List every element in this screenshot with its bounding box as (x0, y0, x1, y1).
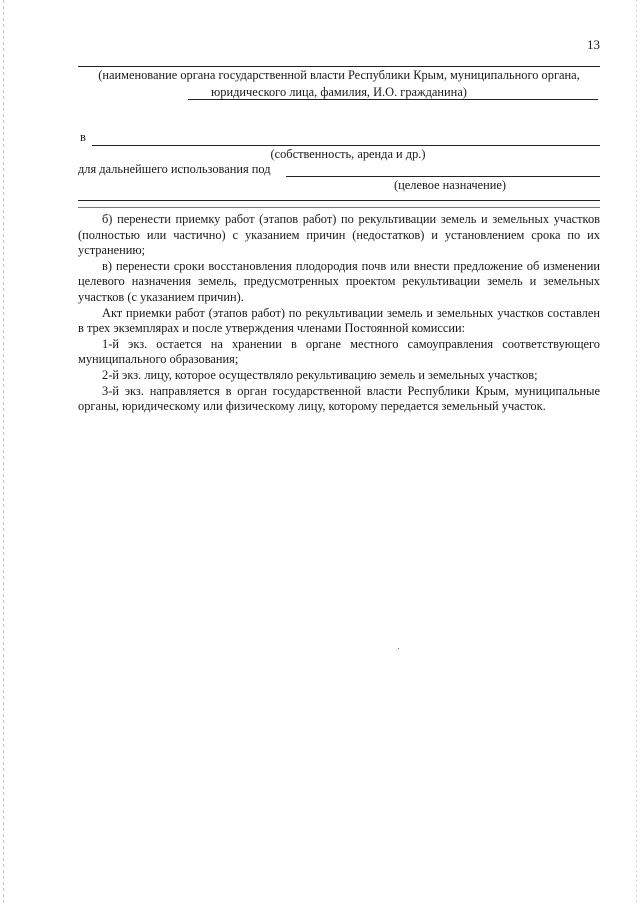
paragraph-act: Акт приемки работ (этапов работ) по рекультивации земель и земельных участков составлен в трех экземплярах и после утверждения членами Постоянной комиссии: (78, 305, 600, 336)
ownership-caption: (собственность, аренда и др.) (270, 147, 426, 161)
scan-right-edge (636, 0, 637, 905)
paragraph-copy-2: 2-й экз. лицу, которое осуществляло рекультивацию земель и земельных участков; (102, 367, 538, 382)
page-number: 13 (587, 37, 600, 52)
authority-caption-line2: юридического лица, фамилия, И.О. гражданина) (211, 85, 467, 99)
section-rule-2 (78, 207, 600, 208)
in-label: в (80, 130, 86, 144)
caption-underline (188, 99, 598, 100)
authority-caption-line1: (наименование органа государственной власти Республики Крым, муниципального органа, (98, 68, 580, 82)
paragraph-v: в) перенести сроки восстановления плодородия почв или внести предложение об изменении целевого назначения земель, предусмотренных проектом рекультивации земель и земельных участков (с указанием причин). (78, 258, 600, 304)
paragraph-b: б) перенести приемку работ (этапов работ) по рекультивации земель и земельных участков (полностью или частично) с указанием причин (недостатков) и установлением срока по их устранению; (78, 212, 600, 258)
section-rule-1 (78, 200, 600, 201)
paragraph-copy-3: 3-й экз. направляется в орган государственной власти Республики Крым, муниципальные органы, юридическому или физическому лицу, которому передается земельный участок. (78, 383, 600, 414)
scan-left-edge (3, 0, 4, 905)
paragraph-copy-1: 1-й экз. остается на хранении в органе местного самоуправления соответствующего муниципального образования; (78, 336, 600, 367)
purpose-caption: (целевое назначение) (394, 178, 506, 192)
purpose-label: для дальнейшего использования под (78, 162, 271, 176)
scan-speck (398, 648, 399, 649)
document-body (78, 212, 600, 415)
